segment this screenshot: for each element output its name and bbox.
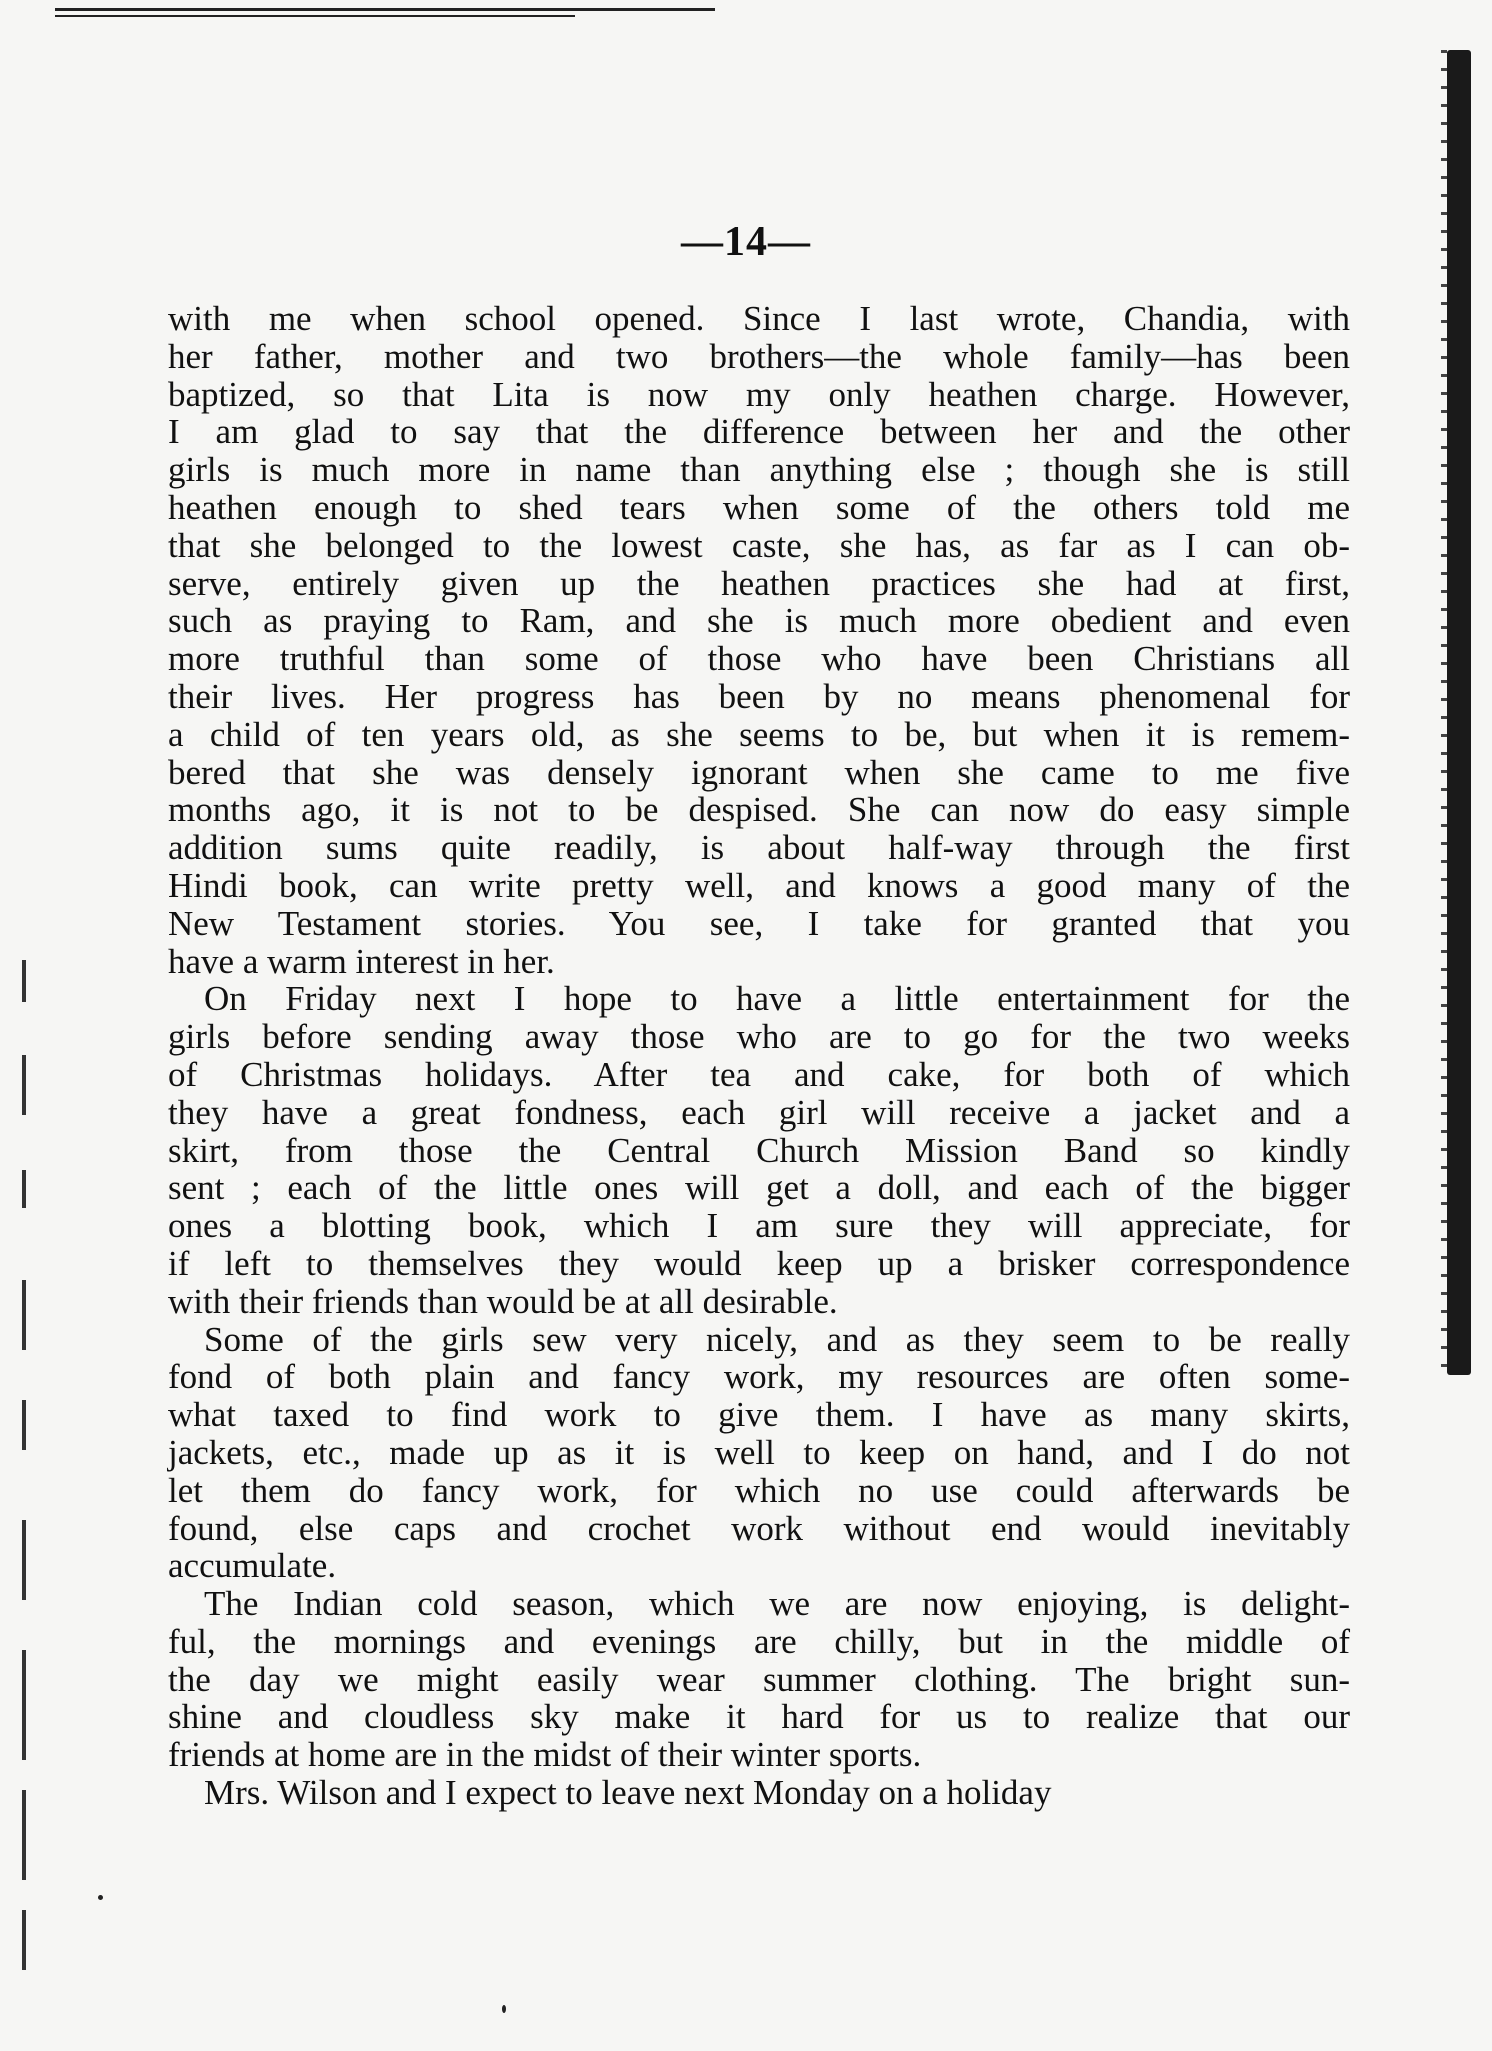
text-line: more truthful than some of those who have been Christians all xyxy=(168,639,1350,679)
text-line: skirt, from those the Central Church Mission Band so kindly xyxy=(168,1130,1350,1170)
margin-mark xyxy=(22,1170,26,1208)
text-line: that she belonged to the lowest caste, she has, as far as I can ob- xyxy=(168,525,1350,565)
text-line: Some of the girls sew very nicely, and as they seem to be really xyxy=(204,1319,1350,1359)
text-line: I am glad to say that the difference between her and the other xyxy=(168,412,1350,452)
text-line: ones a blotting book, which I am sure they will appreciate, for xyxy=(168,1206,1350,1246)
page-number: —14— xyxy=(681,219,811,265)
paragraph xyxy=(168,980,1350,1320)
margin-mark xyxy=(22,1650,26,1760)
text-line: bered that she was densely ignorant when she came to me five xyxy=(168,752,1350,792)
text-line: girls is much more in name than anything else ; though she is still xyxy=(168,450,1350,490)
text-line: friends at home are in the midst of their winter sports. xyxy=(168,1735,922,1775)
text-line: On Friday next I hope to have a little entertainment for the xyxy=(204,979,1350,1019)
print-speck xyxy=(502,2005,506,2013)
text-line: their lives. Her progress has been by no means phenomenal for xyxy=(168,676,1350,716)
text-line: baptized, so that Lita is now my only heathen charge. However, xyxy=(168,374,1350,414)
margin-mark xyxy=(22,1055,26,1115)
left-margin-marks xyxy=(22,960,52,1990)
text-line: the day we might easily wear summer clothing. The bright sun- xyxy=(168,1659,1350,1699)
margin-mark xyxy=(22,960,26,1002)
text-line: what taxed to find work to give them. I have as many skirts, xyxy=(168,1395,1350,1435)
top-rule xyxy=(55,8,715,22)
body-text xyxy=(168,300,1350,1812)
text-line: New Testament stories. You see, I take for granted that you xyxy=(168,903,1350,943)
paragraph xyxy=(168,1321,1350,1586)
text-line: heathen enough to shed tears when some of the others told me xyxy=(168,487,1350,527)
print-speck xyxy=(98,1895,103,1900)
text-line: let them do fancy work, for which no use could afterwards be xyxy=(168,1470,1350,1510)
text-line: a child of ten years old, as she seems to be, but when it is remem- xyxy=(168,714,1350,754)
text-line: her father, mother and two brothers—the whole family—has been xyxy=(168,336,1350,376)
margin-mark xyxy=(22,1400,26,1450)
text-line: Hindi book, can write pretty well, and knows a good many of the xyxy=(168,865,1350,905)
text-line: sent ; each of the little ones will get a doll, and each of the bigger xyxy=(168,1168,1350,1208)
text-line: Mrs. Wilson and I expect to leave next Monday on a holiday xyxy=(204,1773,1052,1813)
text-line: serve, entirely given up the heathen practices she had at first, xyxy=(168,563,1350,603)
margin-mark xyxy=(22,1280,26,1350)
text-line: with me when school opened. Since I last wrote, Chandia, with xyxy=(168,299,1350,338)
margin-mark xyxy=(22,1910,26,1970)
text-line: accumulate. xyxy=(168,1546,337,1586)
text-line: fond of both plain and fancy work, my resources are often some- xyxy=(168,1357,1350,1397)
text-line: months ago, it is not to be despised. She can now do easy simple xyxy=(168,790,1350,830)
text-line: if left to themselves they would keep up a brisker correspondence xyxy=(168,1243,1350,1283)
paragraph xyxy=(168,300,1350,980)
text-line: with their friends than would be at all desirable. xyxy=(168,1281,838,1321)
text-line: girls before sending away those who are to go for the two weeks xyxy=(168,1017,1350,1057)
text-line: addition sums quite readily, is about half-way through the first xyxy=(168,828,1350,868)
text-line: ful, the mornings and evenings are chilly, but in the middle of xyxy=(168,1621,1350,1661)
paragraph xyxy=(168,1585,1350,1774)
text-line: they have a great fondness, each girl will receive a jacket and a xyxy=(168,1092,1350,1132)
text-line: of Christmas holidays. After tea and cake, for both of which xyxy=(168,1054,1350,1094)
text-line: such as praying to Ram, and she is much more obedient and even xyxy=(168,601,1350,641)
text-line: The Indian cold season, which we are now enjoying, is delight- xyxy=(204,1584,1350,1624)
paragraph xyxy=(168,1774,1350,1812)
margin-mark xyxy=(22,1790,26,1880)
top-rule-line xyxy=(55,15,575,17)
top-rule-line xyxy=(55,8,715,11)
text-line: jackets, etc., made up as it is well to keep on hand, and I do not xyxy=(168,1432,1350,1472)
text-line: shine and cloudless sky make it hard for us to realize that our xyxy=(168,1697,1350,1737)
margin-mark xyxy=(22,1520,26,1600)
text-line: have a warm interest in her. xyxy=(168,941,555,981)
text-line: found, else caps and crochet work without end would inevitably xyxy=(168,1508,1350,1548)
